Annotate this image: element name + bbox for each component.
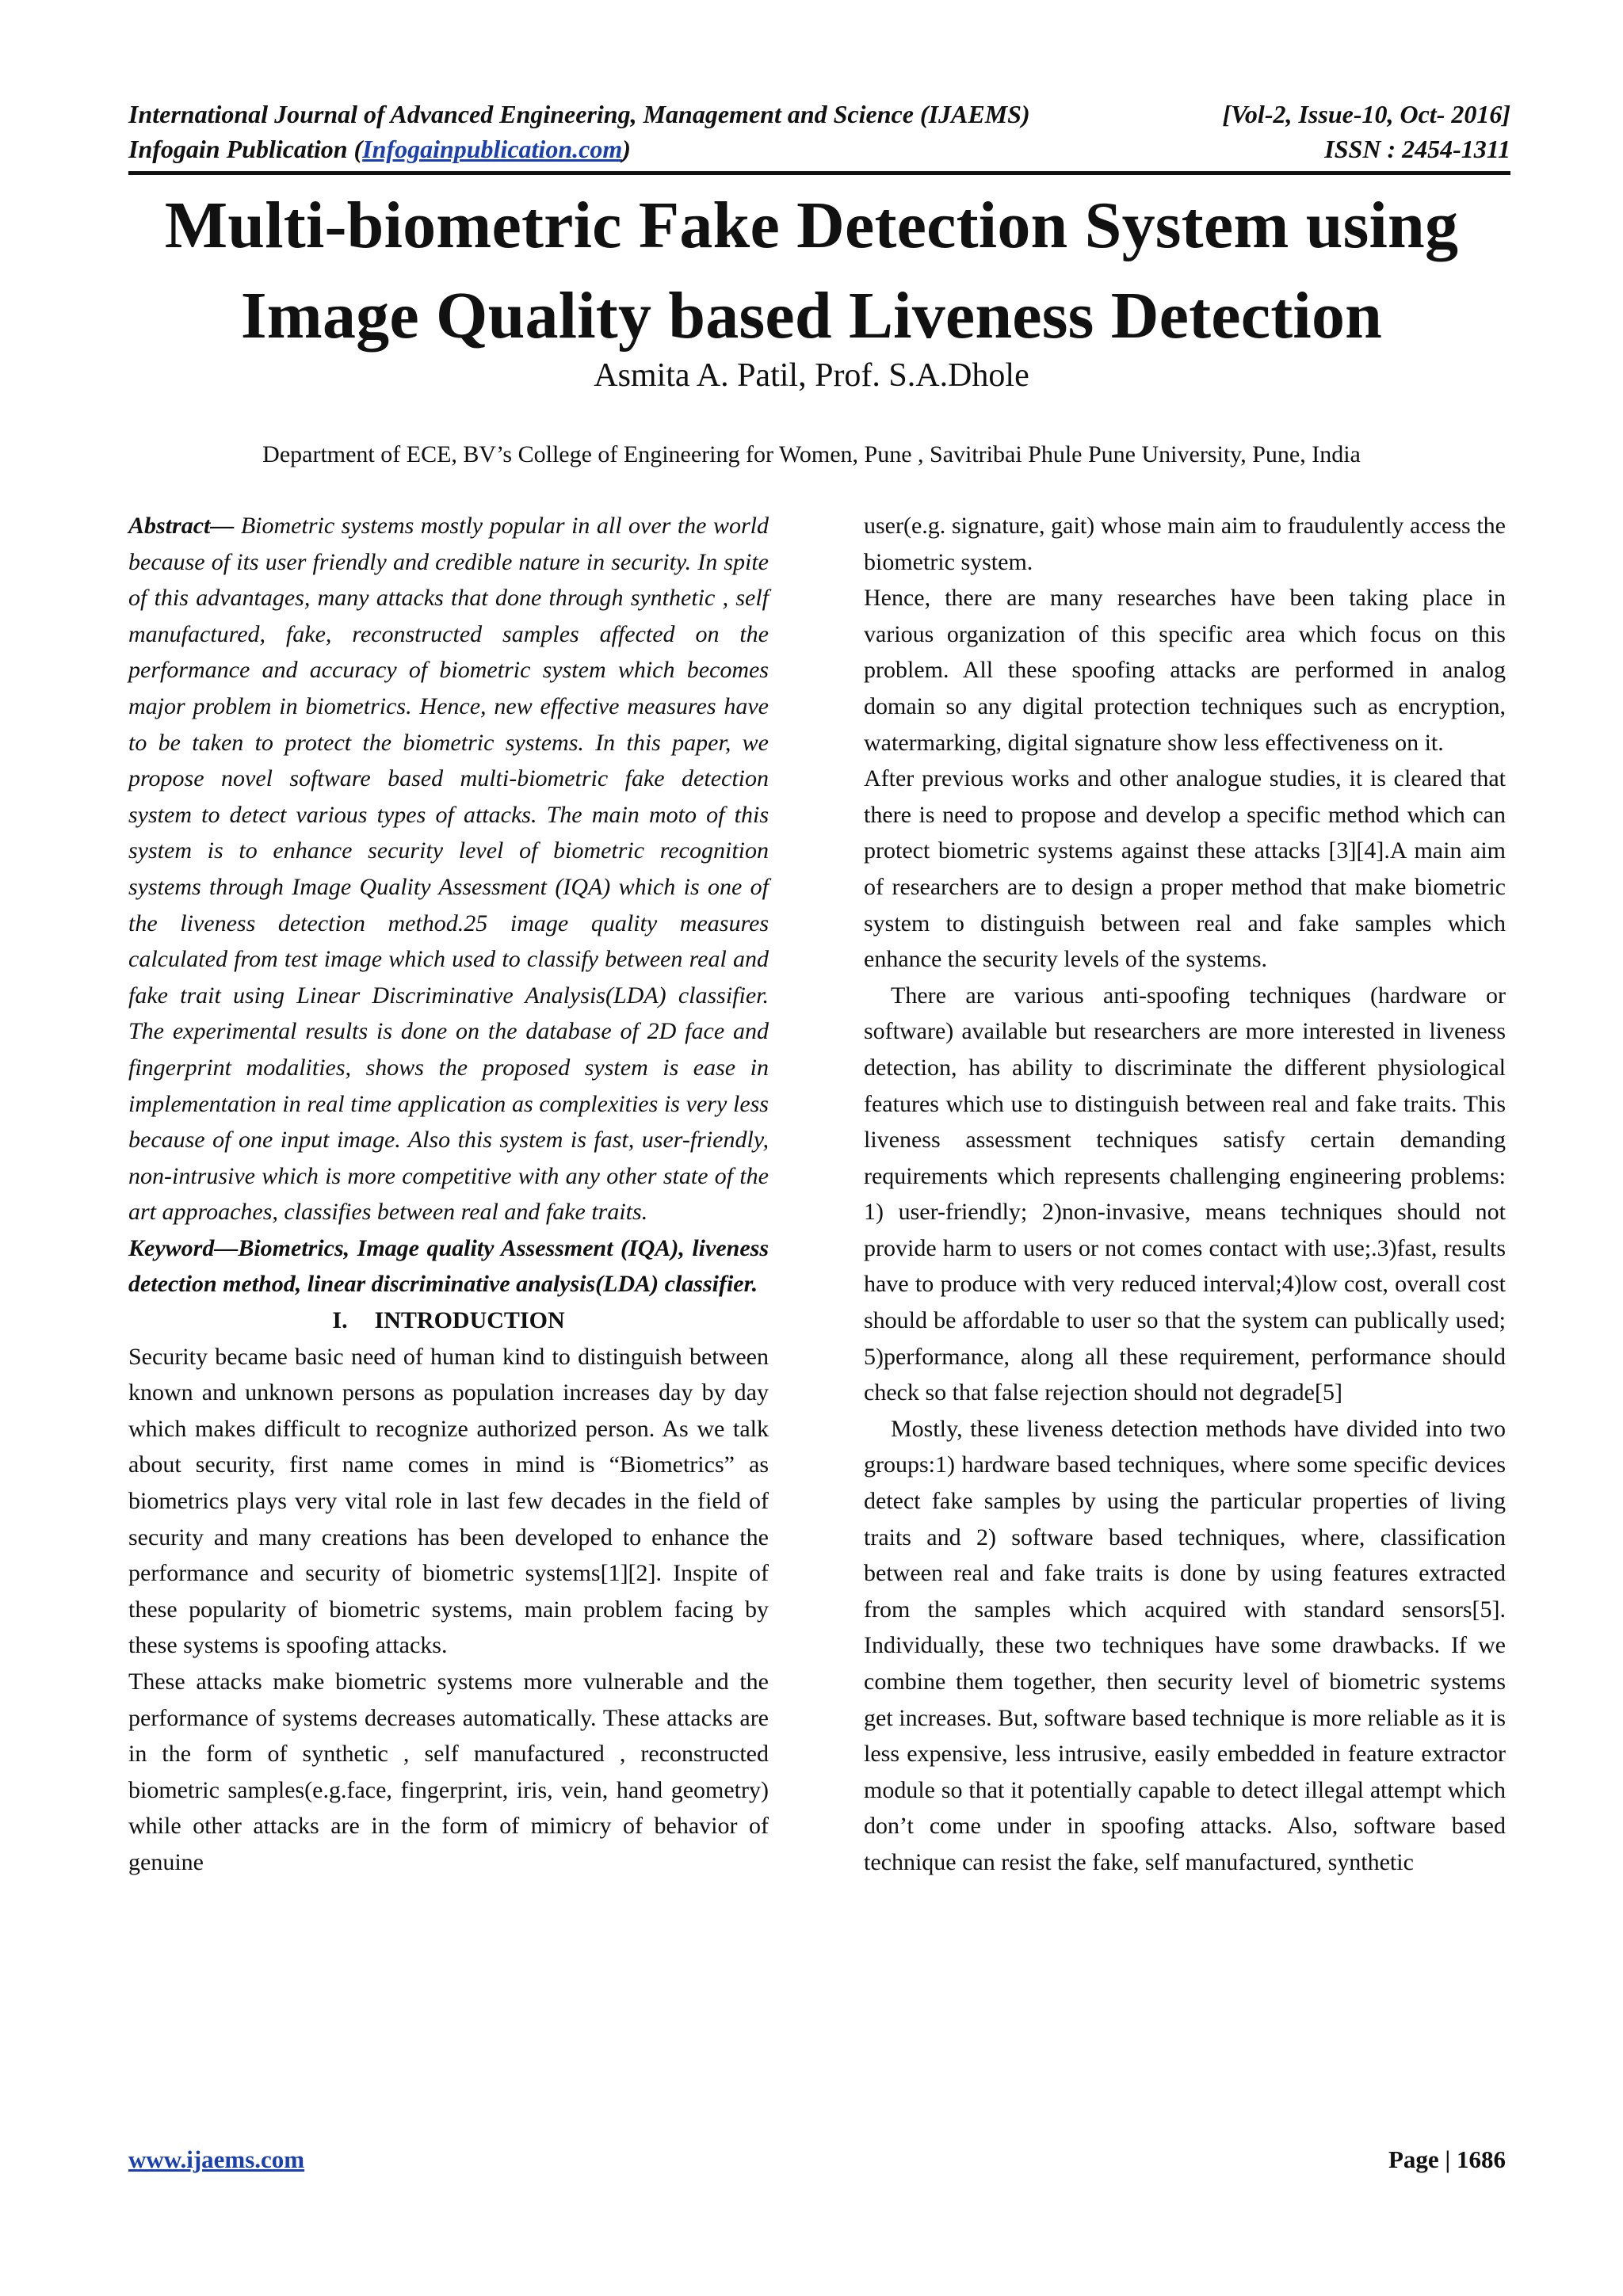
journal-name: International Journal of Advanced Engineering, Management and Science (IJAEMS) xyxy=(128,100,1030,128)
header-rule xyxy=(128,171,1510,175)
right-paragraph-4: There are various anti-spoofing techniques (hardware or software) available but researchers are more interested in liveness detection, has ability to discriminate the different physiological features which use to distinguish between real and fake traits. This liveness assessment techniques satisfy certain demanding requirements which represents challenging engineering problems: 1) user-friendly; 2)non-invasive, means techniques should not provide harm to users or not comes contact with use;.3)fast, results have to produce with very reduced interval;4)low cost, overall cost should be affordable to user so that the system can publically used; 5)performance, along all these requirement, performance should check so that false rejection should not degrade[5] xyxy=(864,982,1506,1406)
abstract-label: Abstract— xyxy=(128,513,235,539)
intro-paragraph-1: Security became basic need of human kind to distinguish between known and unknown persons as population increases day by day which makes difficult to recognize authorized person. As we talk about security, first name comes in mind is “Biometrics” as biometrics plays very vital role in last few decades in the field of security and many creations has been developed to enhance the performance and security of biometric systems[1][2]. Inspite of these popularity of biometric systems, main problem facing by these systems is spoofing attacks. xyxy=(128,1343,769,1659)
publisher-link[interactable]: Infogainpublication.com xyxy=(362,135,623,163)
title-line-2: Image Quality based Liveness Detection xyxy=(240,279,1383,353)
right-paragraph-5: Mostly, these liveness detection methods have divided into two groups:1) hardware based techniques, where some specific devices detect fake samples by using the particular properties of living traits and 2) software based techniques, where, classification between real and fake traits is done by using features extracted from the samples which acquired with standard sensors[5]. Individually, these two techniques have some drawbacks. If we combine them together, then security level of biometric systems get increases. But, software based technique is more reliable as it is less expensive, less intrusive, easily embedded in feature extractor module so that it potentially capable to detect illegal attempt which don’t come under in spoofing attacks. Also, software based technique can resist the fake, self manufactured, synthetic xyxy=(864,1415,1506,1875)
section-number: I. xyxy=(332,1307,348,1334)
issn: ISSN : 2454-1311 xyxy=(1324,135,1510,163)
publisher-suffix: ) xyxy=(622,135,631,163)
title-line-1: Multi-biometric Fake Detection System using xyxy=(164,189,1459,262)
volume-info: [Vol-2, Issue-10, Oct- 2016] xyxy=(1222,100,1510,128)
affiliation: Department of ECE, BV’s College of Engineering for Women, Pune , Savitribai Phule Pune University, Pune, India xyxy=(262,441,1361,467)
right-paragraph-2: Hence, there are many researches have been taking place in various organization of this specific area which focus on this problem. All these spoofing attacks are performed in analog domain so any digital protection techniques such as encryption, watermarking, digital signature show less effectiveness on it. xyxy=(864,585,1506,756)
abstract xyxy=(128,508,769,1230)
left-column xyxy=(128,508,769,1881)
authors: Asmita A. Patil, Prof. S.A.Dhole xyxy=(594,357,1029,394)
intro-paragraph-2: These attacks make biometric systems more vulnerable and the performance of systems decreases automatically. These attacks are in the form of synthetic , self manufactured , reconstructed biometric samples(e.g.face, fingerprint, iris, vein, hand geometry) while other attacks are in the form of mimicry of behavior of genuine xyxy=(128,1669,769,1875)
publisher-header xyxy=(128,133,1510,165)
right-paragraph-3: After previous works and other analogue studies, it is cleared that there is need to propose and develop a specific method which can protect biometric systems against these attacks [3][4].A main aim of researchers are to design a proper method that make biometric system to distinguish between real and fake samples which enhance the security levels of the systems. xyxy=(864,765,1506,973)
footer-website-link[interactable]: www.ijaems.com xyxy=(128,2145,305,2173)
section-heading-introduction xyxy=(128,1302,769,1339)
section-title: INTRODUCTION xyxy=(374,1307,565,1334)
abstract-text: Biometric systems mostly popular in all over the world because of its user friendly and credible nature in security. In spite of this advantages, many attacks that done through synthetic , self manufactured, fake, reconstructed samples affected on the performance and accuracy of biometric system which becomes major problem in biometrics. Hence, new effective measures have to be taken to protect the biometric systems. In this paper, we propose novel software based multi-biometric fake detection system to detect various types of attacks. The main moto of this system is to enhance security level of biometric recognition systems through Image Quality Assessment (IQA) which is one of the liveness detection method.25 image quality measures calculated from test image which used to classify between real and fake trait using Linear Discriminative Analysis(LDA) classifier. The experimental results is done on the database of 2D face and fingerprint modalities, shows the proposed system is ease in implementation in real time application as complexities is very less because of one input image. Also this system is fast, user-friendly, non-intrusive which is more competitive with any other state of the art approaches, classifies between real and fake traits. xyxy=(128,513,769,1226)
keywords: Keyword—Biometrics, Image quality Assessment (IQA), liveness detection method, linear discriminative analysis(LDA) classifier. xyxy=(128,1234,769,1298)
right-paragraph-1: user(e.g. signature, gait) whose main aim to fraudulently access the biometric system. xyxy=(864,513,1506,575)
page-number: Page | 1686 xyxy=(1388,2145,1506,2173)
publisher-prefix: Infogain Publication ( xyxy=(128,135,363,163)
paper-title xyxy=(79,181,1544,361)
right-column xyxy=(864,508,1506,1881)
journal-header xyxy=(128,98,1510,130)
